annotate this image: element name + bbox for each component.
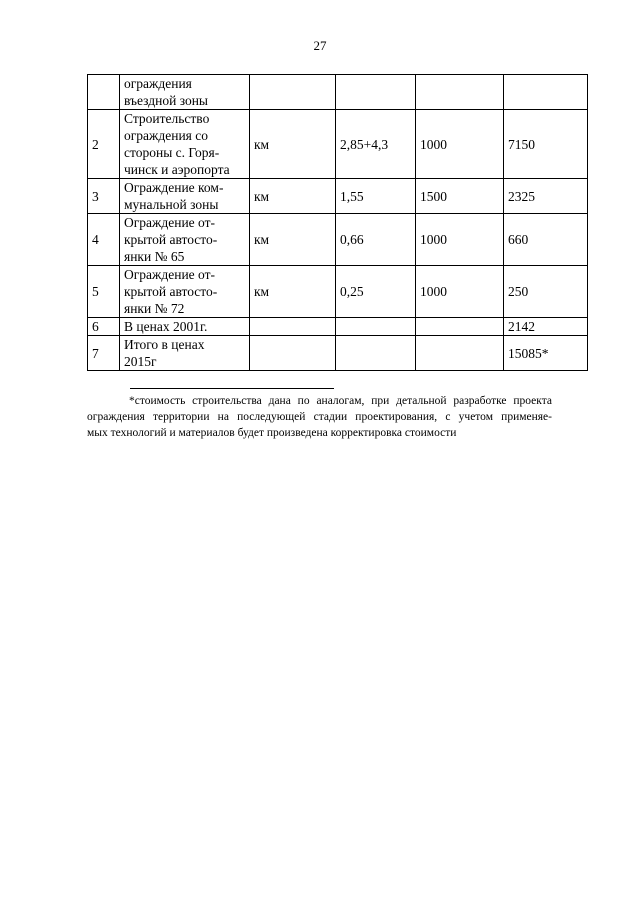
price-cell [416, 336, 504, 371]
table-row [88, 214, 588, 266]
table-row [88, 75, 588, 110]
cost-table [87, 74, 588, 371]
price-cell [416, 75, 504, 110]
quantity-cell [336, 75, 416, 110]
footnote-line: мых технологий и материалов будет произведена корректировка стоимости [87, 427, 457, 439]
row-number-cell [88, 75, 120, 110]
unit-cell [250, 318, 336, 336]
footnote-rule [130, 388, 334, 389]
footnote-line: ограждения территории на последующей стадии проектирования, с учетом применяе- [87, 411, 552, 423]
row-number-cell: 6 [88, 318, 120, 336]
item-name-line: янки № 65 [124, 249, 185, 264]
item-name-line: Ограждение от- [124, 215, 215, 230]
item-name-line: В ценах 2001г. [124, 319, 208, 334]
item-name-line: крытой автосто- [124, 284, 218, 299]
item-name-line: Ограждение от- [124, 267, 215, 282]
quantity-cell [336, 318, 416, 336]
price-cell: 1000 [416, 214, 504, 266]
cost-cell: 660 [504, 214, 588, 266]
page-number: 27 [313, 38, 327, 53]
price-cell [416, 318, 504, 336]
item-name-cell [120, 318, 250, 336]
footnote-line: *стоимость строительства дана по аналогам, при детальной разработке проекта [129, 395, 552, 407]
item-name-cell [120, 75, 250, 110]
table-body [88, 75, 588, 371]
item-name-line: Итого в ценах [124, 337, 205, 352]
row-number-cell: 5 [88, 266, 120, 318]
item-name-line: янки № 72 [124, 301, 185, 316]
table-row [88, 110, 588, 179]
item-name-line: 2015г [124, 354, 157, 369]
unit-cell: км [250, 266, 336, 318]
item-name-cell [120, 266, 250, 318]
footnote [87, 393, 552, 441]
quantity-cell [336, 336, 416, 371]
item-name-cell [120, 179, 250, 214]
unit-cell: км [250, 214, 336, 266]
unit-cell: км [250, 179, 336, 214]
item-name-line: стороны с. Горя- [124, 145, 220, 160]
cost-cell: 15085* [504, 336, 588, 371]
row-number-cell: 7 [88, 336, 120, 371]
row-number-cell: 3 [88, 179, 120, 214]
quantity-cell: 0,66 [336, 214, 416, 266]
table-row [88, 179, 588, 214]
quantity-cell: 0,25 [336, 266, 416, 318]
price-cell: 1000 [416, 266, 504, 318]
item-name-line: крытой автосто- [124, 232, 218, 247]
unit-cell [250, 75, 336, 110]
table-row [88, 336, 588, 371]
unit-cell: км [250, 110, 336, 179]
table-row [88, 318, 588, 336]
item-name-cell [120, 214, 250, 266]
item-name-line: ограждения со [124, 128, 208, 143]
cost-cell: 7150 [504, 110, 588, 179]
cost-cell: 250 [504, 266, 588, 318]
item-name-cell [120, 110, 250, 179]
cost-cell [504, 75, 588, 110]
item-name-line: Ограждение ком- [124, 180, 224, 195]
table-row [88, 266, 588, 318]
price-cell: 1500 [416, 179, 504, 214]
item-name-line: чинск и аэропорта [124, 162, 230, 177]
item-name-line: въездной зоны [124, 93, 209, 108]
item-name-line: мунальной зоны [124, 197, 219, 212]
row-number-cell: 4 [88, 214, 120, 266]
cost-cell: 2142 [504, 318, 588, 336]
unit-cell [250, 336, 336, 371]
item-name-cell [120, 336, 250, 371]
quantity-cell: 1,55 [336, 179, 416, 214]
cost-cell: 2325 [504, 179, 588, 214]
row-number-cell: 2 [88, 110, 120, 179]
item-name-line: Строительство [124, 111, 210, 126]
price-cell: 1000 [416, 110, 504, 179]
item-name-line: ограждения [124, 76, 192, 91]
quantity-cell: 2,85+4,3 [336, 110, 416, 179]
